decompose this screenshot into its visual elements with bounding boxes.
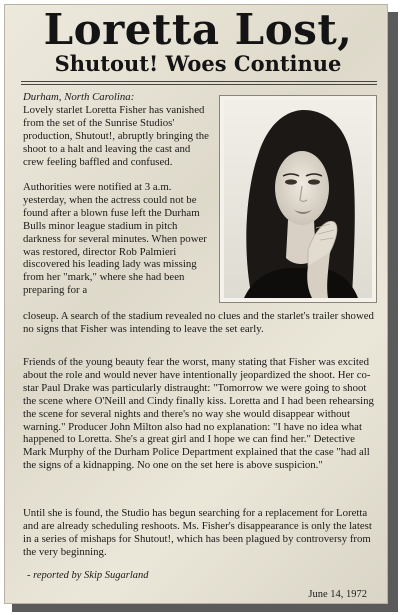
article-para-2-full: closeup. A search of the stadium revealed no clues and the starlet's trailer showed no signs that Fisher was intending to leave the set early. xyxy=(23,310,374,335)
article-para-4: Until she is found, the Studio has begun searching for a replacement for Loretta and are already scheduling reshoots. Ms. Fisher's disappearance is only the latest in a series of mishaps for Shutout!, which has been plagued by controversy from the very beginning. xyxy=(23,507,372,558)
headline-rule-2 xyxy=(21,84,377,85)
portrait-photo-icon xyxy=(224,100,372,298)
article-para-1 xyxy=(23,91,213,168)
publication-date: June 14, 1972 xyxy=(308,589,367,600)
portrait-photo xyxy=(219,95,377,303)
para-1-text: Lovely starlet Loretta Fisher has vanished from the set of the Sunrise Studios' production, Shutout!, abruptly bringing the shoot to a halt and leaving the cast and crew feeling baffled and confused. xyxy=(23,103,209,168)
headline-rule xyxy=(21,81,377,82)
headline-sub: Shutout! Woes Continue xyxy=(54,51,342,76)
newspaper-clipping xyxy=(4,4,388,604)
dateline: Durham, North Carolina: xyxy=(23,91,135,103)
article-para-2-column: Authorities were notified at 3 a.m. yesterday, when the actress could not be found after a blown fuse left the Durham Bulls minor league stadium in pitch darkness for several minutes. When power was restored, director Rob Palmieri discovered his leading lady was missing from her "mark," where she had been preparing for a xyxy=(23,181,207,297)
article-para-3: Friends of the young beauty fear the worst, many stating that Fisher was excited about the role and would never have intentionally jeopardized the shoot. Her co-star Paul Drake was particularly distraught: "Tomorrow we were going to shoot the scene where O'Neill and Cindy finally kiss. Loretta and I had been rehearsing the scene for several nights and there's no way she would disappear without warning." Producer John Milton also had no explanation: "I have no idea what happened to Loretta. She's a great girl and I hope we can find her." Detective Mark Murphy of the Durham Police Department explained that the case "had all the signs of a kidnapping. No one on the set here is above suspicion." xyxy=(23,356,374,472)
headline-main: Loretta Lost, xyxy=(43,5,353,54)
byline: - reported by Skip Sugarland xyxy=(27,570,149,581)
